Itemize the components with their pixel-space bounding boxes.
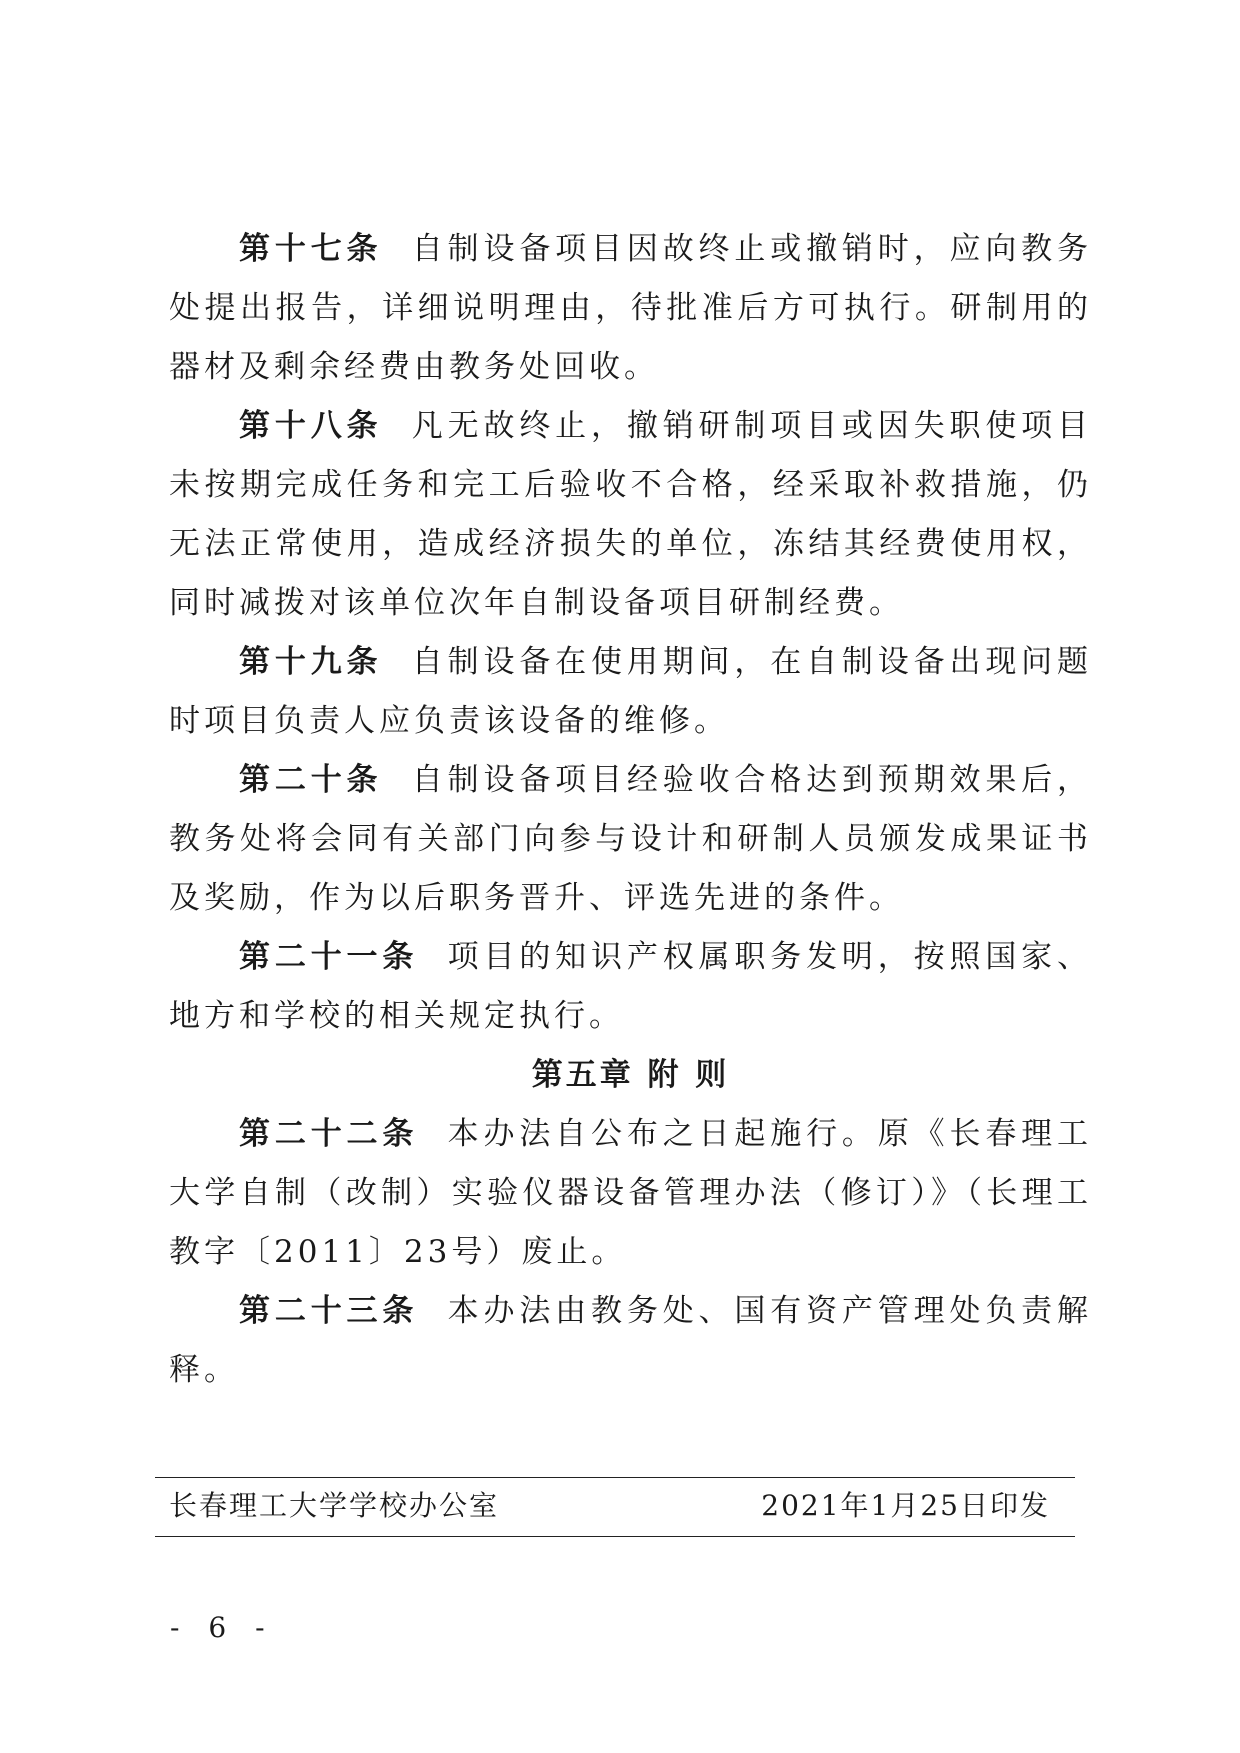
article-22	[169, 1105, 1092, 1282]
footer-top-rule	[155, 1477, 1075, 1478]
article-number: 第二十条	[239, 762, 383, 798]
footer-issuer: 长春理工大学学校办公室	[169, 1489, 500, 1522]
article-number: 第二十一条	[239, 939, 419, 975]
article-number: 第十九条	[239, 644, 383, 680]
article-23	[169, 1282, 1092, 1400]
article-text: 自制设备项目经验收合格达到预期效果后，教务处将会同有关部门向参与设计和研制人员颁发成果证书及奖励，作为以后职务晋升、评选先进的条件。	[169, 762, 1093, 916]
article-text: 本办法自公布之日起施行。原《长春理工大学自制（改制）实验仪器设备管理办法（修订）》（长理工教字〔2011〕23号）废止。	[169, 1116, 1093, 1270]
article-18	[169, 397, 1092, 633]
article-text: 项目的知识产权属职务发明，按照国家、地方和学校的相关规定执行。	[169, 939, 1093, 1034]
article-text: 自制设备项目因故终止或撤销时，应向教务处提出报告，详细说明理由，待批准后方可执行。研制用的器材及剩余经费由教务处回收。	[169, 231, 1093, 385]
article-20	[169, 751, 1092, 928]
article-text: 自制设备在使用期间，在自制设备出现问题时项目负责人应负责该设备的维修。	[169, 644, 1093, 739]
article-number: 第二十三条	[239, 1293, 419, 1329]
page-number: - 6 -	[170, 1611, 275, 1644]
chapter-title: 第五章 附 则	[531, 1057, 730, 1093]
article-number: 第十八条	[239, 408, 383, 444]
article-number: 第二十二条	[239, 1116, 419, 1152]
footer-date: 2021年1月25日印发	[761, 1489, 1050, 1522]
article-text: 本办法由教务处、国有资产管理处负责解释。	[169, 1293, 1093, 1388]
article-21	[169, 928, 1092, 1046]
footer-bottom-rule	[155, 1536, 1075, 1537]
article-17	[169, 220, 1092, 397]
article-text: 凡无故终止，撤销研制项目或因失职使项目未按期完成任务和完工后验收不合格，经采取补救措施，仍无法正常使用，造成经济损失的单位，冻结其经费使用权，同时减拨对该单位次年自制设备项目研制经费。	[169, 408, 1093, 621]
article-19	[169, 633, 1092, 751]
article-number: 第十七条	[239, 231, 383, 267]
document-body	[169, 220, 1092, 1400]
